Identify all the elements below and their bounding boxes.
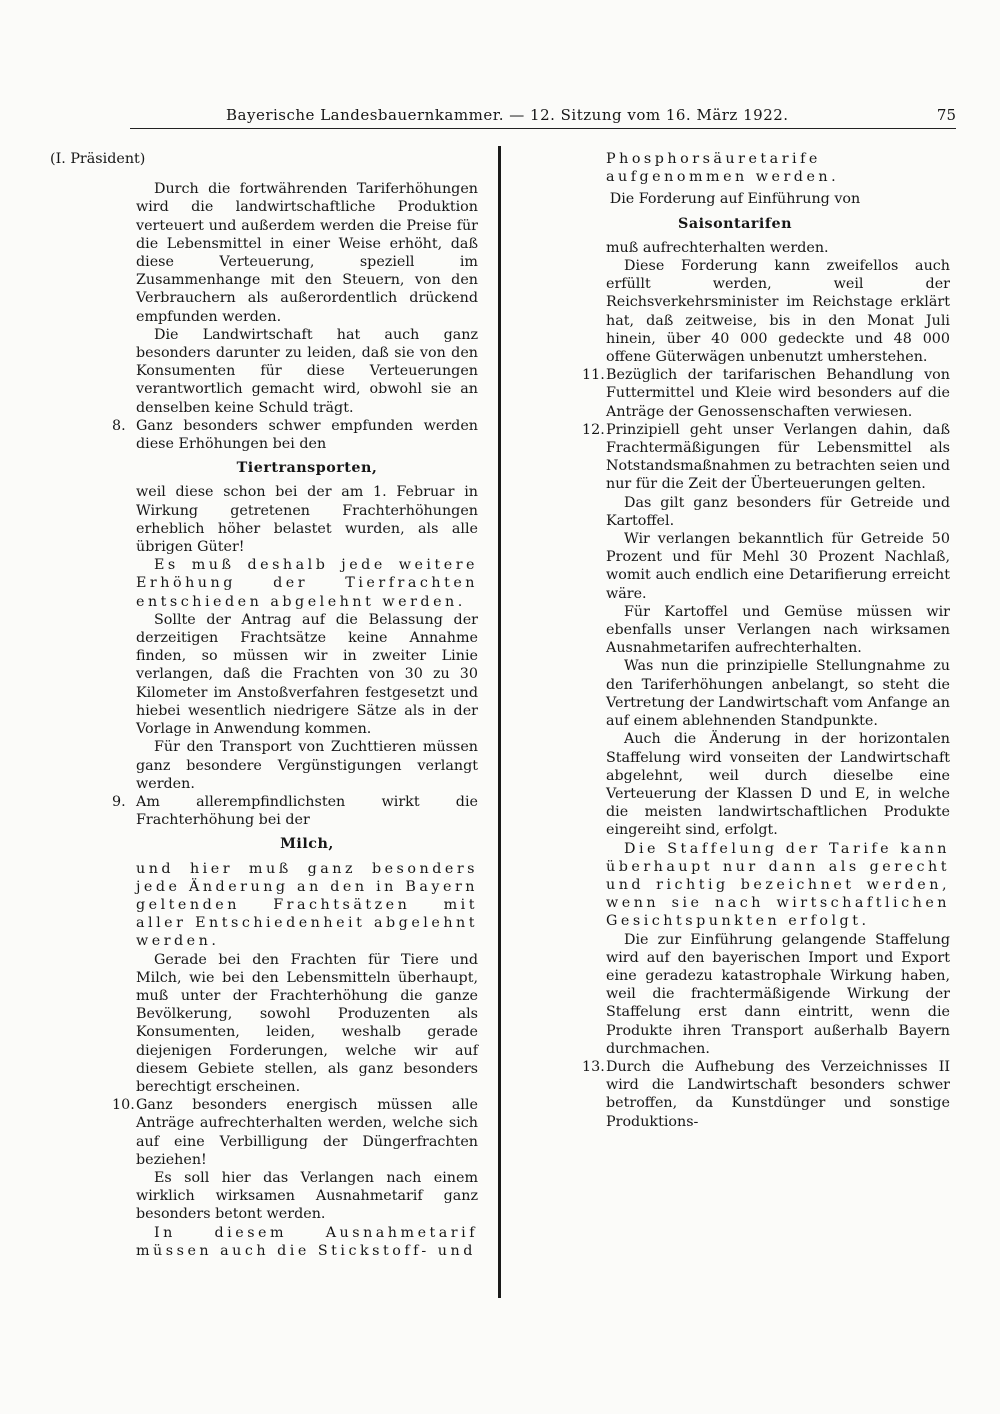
- emphasized-paragraph: und hier muß ganz besonders jede Änderung an den in Bayern geltenden Frachtsätzen mit aller Entschiedenheit abgelehnt werden.: [136, 860, 478, 950]
- list-item-13: [582, 1058, 950, 1131]
- paragraph: Ganz besonders energisch müssen alle Anträge aufrechterhalten werden, welche sich auf eine Verbilligung der Düngerfrachten beziehen!: [136, 1097, 478, 1168]
- paragraph: Die zur Einführung gelangende Staffelung wird auf den bayerischen Import und Export eine geradezu katastrophale Wirkung haben, weil die frachtermäßigende Wirkung der Staffelung erst dann eintritt, wenn die Produkte ihren Transport außerhalb Bayern durchmachen.: [606, 931, 950, 1057]
- list-item-8: [112, 417, 478, 453]
- item-intro: Am allerempfindlichsten wirkt die Frachterhöhung bei der: [136, 793, 478, 829]
- paragraph: Für den Transport von Zuchttieren müssen ganz besondere Vergünstigungen verlangt werden.: [136, 739, 478, 792]
- header-title: Bayerische Landesbauernkammer. — 12. Sitzung vom 16. März 1922.: [226, 106, 789, 124]
- list-item-12: [582, 421, 950, 494]
- section-heading: Saisontarifen: [678, 215, 792, 232]
- paragraph: Gerade bei den Frachten für Tiere und Milch, wie bei den Lebensmitteln überhaupt, muß unter der Frachterhöhung die ganze Bevölkerung, sowohl Produzenten als Konsumenten, leiden, weshalb gerade diejenigen Forderungen, welche wir auf diesem Gebiete stellen, als ganz besonders berechtigt erscheinen.: [136, 951, 478, 1095]
- continuation-text: Phosphorsäuretarife aufgenommen werden.: [606, 151, 840, 186]
- running-header: [130, 106, 956, 129]
- paragraph: Das gilt ganz besonders für Getreide und Kartoffel.: [606, 494, 950, 529]
- page-number: 75: [936, 106, 956, 124]
- paragraph: Bezüglich der tarifarischen Behandlung von Futtermittel und Kleie wird besonders auf die Anträge der Genossenschaften verwiesen.: [606, 367, 950, 420]
- paragraph: Durch die Aufhebung des Verzeichnisses II wird die Landwirtschaft besonders schwer betroffen, da Kunstdünger und sonstige Produktions-: [606, 1058, 950, 1130]
- paragraph: weil diese schon bei der am 1. Februar in Wirkung getretenen Frachterhöhungen erheblich höher belastet wurden, als alle übrigen Güter!: [136, 484, 478, 556]
- paragraph: Für Kartoffel und Gemüse müssen wir ebenfalls unser Verlangen nach wirksamen Ausnahmetarifen aufrechterhalten.: [606, 603, 950, 657]
- item-number: 11.: [582, 367, 605, 384]
- paragraph: Die Landwirtschaft hat auch ganz besonders darunter zu leiden, daß sie von den Konsumenten für diese Verteuerungen verantwortlich gemacht wird, obwohl sie an denselben keine Schuld trägt.: [136, 326, 478, 416]
- right-column: [520, 150, 950, 1131]
- paragraph: Durch die fortwährenden Tariferhöhungen wird die landwirtschaftliche Produktion verteuert und außerdem werden die Preise für die Lebensmittel in einer Weise erhöht, daß diese Verteuerung, speziell im Zusammenhange mit den Steuern, von den Verbrauchern als außerordentlich drückend empfunden werden.: [136, 181, 478, 325]
- paragraph: Auch die Änderung in der horizontalen Staffelung wird vonseiten der Landwirtschaft abgelehnt, weil durch dieselbe eine Verteuerung der Klassen D und E, in welche die meisten landwirtschaftlichen Produkte eingereiht sind, erfolgt.: [606, 731, 950, 839]
- left-column-body: [50, 180, 478, 1260]
- item-number: 9.: [112, 793, 126, 810]
- paragraph: Wir verlangen bekanntlich für Getreide 50 Prozent und für Mehl 30 Prozent Nachlaß, womit auch endlich eine Detarifierung erreicht wäre.: [606, 531, 950, 602]
- list-item-9: [112, 793, 478, 829]
- item-number: 12.: [582, 421, 605, 438]
- paragraph: Sollte der Antrag auf die Belassung der derzeitigen Frachtsätze keine Annahme finden, so müssen wir in zweiter Linie verlangen, daß die Frachten von 30 zu 30 Kilometer im Anstoßverfahren festgesetzt und hiebei wesentlich niedrigere Sätze als in der Vorlage in Anwendung kommen.: [136, 611, 478, 738]
- emphasized-paragraph: Es muß deshalb jede weitere Erhöhung der Tierfrachten entschieden abgelehnt werden.: [136, 557, 478, 610]
- demand-line: Die Forderung auf Einführung von: [609, 191, 861, 208]
- list-item-11: [582, 366, 950, 421]
- right-column-body: [520, 239, 950, 1131]
- speaker-label: (I. Präsident): [50, 151, 146, 167]
- item-intro: Ganz besonders schwer empfunden werden diese Erhöhungen bei den: [136, 417, 478, 453]
- section-heading: Milch,: [280, 836, 334, 853]
- paragraph: Was nun die prinzipielle Stellungnahme zu den Tariferhöhungen anbelangt, so steht die Vertretung der Landwirtschaft vom Anfange an auf einem ablehnenden Standpunkte.: [606, 658, 950, 730]
- item-number: 13.: [582, 1058, 605, 1075]
- item-number: 8.: [112, 417, 126, 434]
- column-divider: [498, 146, 501, 1298]
- paragraph: muß aufrechterhalten werden.: [606, 239, 829, 256]
- paragraph: Es soll hier das Verlangen nach einem wirklich wirksamen Ausnahmetarif ganz besonders betont werden.: [136, 1169, 478, 1223]
- emphasized-paragraph: In diesem Ausnahmetarif müssen auch die Stickstoff- und: [136, 1224, 478, 1259]
- paragraph: Prinzipiell geht unser Verlangen dahin, daß Frachtermäßigungen für Lebensmittel als Notstandsmaßnahmen zu betrachten seien und nur für die Zeit der Überteuerungen gelten.: [606, 421, 950, 493]
- section-heading: Tiertransporten,: [236, 460, 378, 477]
- left-column: [50, 150, 478, 1260]
- emphasized-paragraph: Die Staffelung der Tarife kann überhaupt nur dann als gerecht und richtig bezeichnet werden, wenn sie nach wirtschaftlichen Gesichtspunkten erfolgt.: [606, 840, 950, 930]
- paragraph: Diese Forderung kann zweifellos auch erfüllt werden, weil der Reichsverkehrsminister im Reichstage erklärt hat, daß zeitweise, bis in den Monat Juli hinein, über 40 000 gedeckte und 48 000 offene Güterwägen unbenutzt umherstehen.: [606, 258, 950, 366]
- list-item-10: [112, 1096, 478, 1169]
- item-number: 10.: [112, 1097, 135, 1114]
